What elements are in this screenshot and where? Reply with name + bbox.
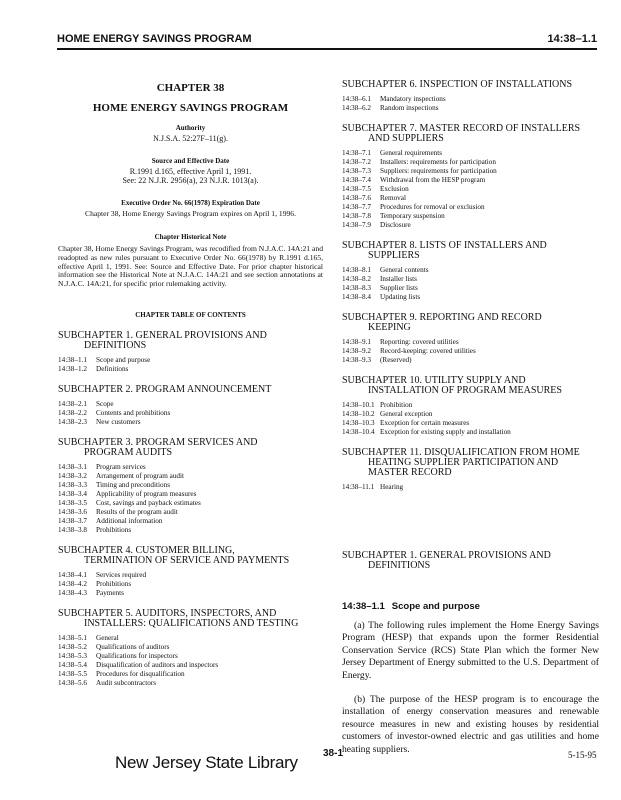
toc-entry-number: 14:38–3.6 [58, 507, 87, 516]
toc-entry [342, 338, 599, 347]
authority-text: N.J.S.A. 52:27F–11(g). [153, 134, 228, 143]
running-header [57, 32, 597, 50]
toc-entry [58, 652, 323, 661]
toc-entry-number: 14:38–6.1 [342, 95, 371, 103]
toc-subchapter [342, 124, 599, 230]
table-of-contents [58, 331, 323, 688]
toc-entry [58, 589, 323, 598]
toc-entry-number: 14:38–3.1 [58, 462, 87, 471]
toc-entry-label: Payments [96, 588, 124, 597]
toc-entry-label: Installers: requirements for participation [380, 158, 496, 166]
toc-entry-number: 14:38–6.2 [342, 104, 371, 112]
toc-entry-label: Exception for existing supply and installation [380, 428, 511, 436]
toc-subchapter-title [58, 609, 323, 629]
toc-subchapter [58, 609, 323, 688]
toc-entry-label: Cost, savings and payback estimates [96, 498, 201, 507]
toc-entry-label: General [96, 633, 119, 642]
toc-entry [342, 356, 599, 365]
toc-section-list [58, 356, 323, 374]
header-title: HOME ENERGY SAVINGS PROGRAM [57, 33, 252, 45]
toc-section-list [342, 401, 599, 437]
toc-subchapter-title-text: SUBCHAPTER 11. DISQUALIFICATION FROM HOME [342, 447, 580, 458]
toc-entry-number: 14:38–1.1 [58, 355, 87, 364]
toc-entry-number: 14:38–7.2 [342, 158, 371, 166]
toc-subchapter-title-cont: TERMINATION OF SERVICE AND PAYMENTS [84, 554, 290, 566]
toc-subchapter-title [342, 80, 599, 90]
toc-section-list [342, 338, 599, 365]
toc-entry-number: 14:38–5.1 [58, 633, 87, 642]
section-name: Scope and purpose [391, 601, 480, 612]
toc-entry [58, 643, 323, 652]
toc-entry [342, 149, 599, 158]
toc-entry [58, 580, 323, 589]
toc-entry-number: 14:38–10.3 [342, 419, 375, 427]
toc-entry-label: Mandatory inspections [380, 95, 446, 103]
toc-entry [58, 463, 323, 472]
toc-entry-number: 14:38–10.1 [342, 401, 375, 409]
body-subchapter-heading [342, 551, 599, 571]
toc-entry-label: Applicability of program measures [96, 489, 197, 498]
toc-entry-number: 14:38–11.1 [342, 483, 375, 491]
exec-order-heading: Executive Order No. 66(1978) Expiration Date [121, 199, 260, 207]
toc-entry [342, 419, 599, 428]
toc-section-list [342, 95, 599, 113]
toc-subchapter [58, 438, 323, 535]
authority-heading: Authority [175, 124, 206, 132]
toc-entry-label: Removal [380, 194, 406, 202]
toc-entry-label: Reporting: covered utilities [380, 338, 459, 346]
toc-subchapter [58, 385, 323, 427]
toc-subchapter-title-cont: SUPPLIERS [368, 250, 420, 261]
paragraph-b: (b) The purpose of the HESP program is to encourage the installation of energy conservation measures and renewable resource measures in new and existing houses by residential customers of investor-owned electric and gas utilities and home heating suppliers. [342, 694, 599, 755]
toc-entry-label: Results of the program audit [96, 507, 178, 516]
library-watermark: New Jersey State Library [115, 753, 298, 772]
body-subchapter-title-cont: DEFINITIONS [368, 560, 431, 571]
toc-section-list [58, 571, 323, 598]
toc-subchapter-title [58, 438, 323, 458]
toc-entry-label: General requirements [380, 149, 443, 157]
toc-entry-number: 14:38–9.2 [342, 347, 371, 355]
source-text-1: R.1991 d.165, effective April 1, 1991. [129, 167, 252, 176]
toc-subchapter-title [342, 448, 599, 478]
toc-entry [58, 481, 323, 490]
toc-entry-number: 14:38–3.5 [58, 498, 87, 507]
section-body [342, 596, 599, 756]
toc-subchapter-title-cont: PROGRAM AUDITS [84, 446, 173, 458]
toc-subchapter [342, 376, 599, 437]
body-subchapter-title: SUBCHAPTER 1. GENERAL PROVISIONS AND [342, 550, 551, 561]
toc-entry-number: 14:38–2.2 [58, 408, 87, 417]
toc-entry [58, 356, 323, 365]
toc-entry-number: 14:38–5.5 [58, 669, 87, 678]
toc-entry-number: 14:38–9.1 [342, 338, 371, 346]
chapter-number: CHAPTER 38 [156, 82, 225, 94]
toc-entry-label: Contents and prohibitions [96, 408, 171, 417]
toc-entry-number: 14:38–4.3 [58, 588, 87, 597]
toc-entry [58, 517, 323, 526]
toc-subchapter-title-text: SUBCHAPTER 3. PROGRAM SERVICES AND [58, 436, 258, 448]
page-date: 5-15-95 [568, 750, 597, 760]
toc-entry [342, 347, 599, 356]
toc-section-list [58, 634, 323, 688]
toc-entry-label: Prohibitions [96, 579, 132, 588]
toc-entry [342, 203, 599, 212]
toc-entry [58, 418, 323, 427]
toc-subchapter-title [342, 124, 599, 144]
toc-entry-number: 14:38–8.2 [342, 275, 371, 283]
toc-entry [342, 266, 599, 275]
toc-section-list [58, 400, 323, 427]
toc-entry-number: 14:38–3.8 [58, 525, 87, 534]
toc-subchapter-title-text: SUBCHAPTER 7. MASTER RECORD OF INSTALLERS [342, 123, 581, 134]
toc-entry-number: 14:38–7.4 [342, 176, 371, 184]
toc-entry-label: Services required [96, 570, 147, 579]
toc-subchapter-title-text: SUBCHAPTER 9. REPORTING AND RECORD [342, 312, 542, 323]
toc-entry-number: 14:38–4.1 [58, 570, 87, 579]
toc-entry-number: 14:38–7.5 [342, 185, 371, 193]
toc-entry-number: 14:38–5.6 [58, 678, 87, 687]
toc-entry-label: Prohibitions [96, 525, 132, 534]
toc-entry [58, 508, 323, 517]
toc-entry [342, 428, 599, 437]
toc-entry [58, 499, 323, 508]
toc-entry-label: Random inspections [380, 104, 439, 112]
toc-entry-number: 14:38–7.1 [342, 149, 371, 157]
toc-entry-label: General exception [380, 410, 433, 418]
toc-entry [58, 526, 323, 535]
toc-entry-number: 14:38–5.3 [58, 651, 87, 660]
toc-section-list [58, 463, 323, 535]
toc-entry [342, 158, 599, 167]
toc-entry-number: 14:38–2.3 [58, 417, 87, 426]
toc-entry-number: 14:38–9.3 [342, 356, 371, 364]
toc-entry [58, 679, 323, 688]
toc-subchapter-title-text: SUBCHAPTER 1. GENERAL PROVISIONS AND [58, 329, 267, 341]
toc-entry-number: 14:38–3.7 [58, 516, 87, 525]
toc-section-list [342, 149, 599, 230]
toc-entry-number: 14:38–7.6 [342, 194, 371, 202]
toc-entry [58, 400, 323, 409]
toc-entry-label: Exception for certain measures [380, 419, 470, 427]
toc-entry [342, 410, 599, 419]
toc-entry-number: 14:38–7.3 [342, 167, 371, 175]
toc-entry-label: Scope and purpose [96, 355, 151, 364]
historical-note-text: Chapter 38, Home Energy Savings Program, was recodified from N.J.A.C. 14A:21 and readopted as new rules pursuant to Executive Order No. 66(1978) by R.1991 d.165, effective April 1, 1991. See: Source and Effective Date. For prior chapter historical information see the Historical Note at N.J.A.C. 14A:21 and see section annotations at N.J.A.C. 14A:21, for specific prior rulemaking activity. [58, 244, 323, 289]
toc-subchapter [342, 313, 599, 365]
toc-entry-label: Qualifications for inspectors [96, 651, 178, 660]
toc-entry-number: 14:38–10.4 [342, 428, 375, 436]
historical-note-heading: Chapter Historical Note [154, 233, 227, 241]
toc-entry-label: Temporary suspension [380, 212, 445, 220]
toc-entry-label: Installer lists [380, 275, 417, 283]
toc-entry [58, 409, 323, 418]
toc-entry [58, 571, 323, 580]
toc-subchapter-title-text: SUBCHAPTER 5. AUDITORS, INSPECTORS, AND [58, 607, 277, 619]
toc-subchapter-title-cont: HEATING SUPPLIER PARTICIPATION AND MASTER RECORD [368, 457, 559, 478]
section-number: 14:38–1.1 [342, 601, 385, 612]
toc-subchapter-title [58, 385, 323, 395]
toc-subchapter-title-cont: KEEPING [368, 322, 411, 333]
toc-subchapter-title-text: SUBCHAPTER 8. LISTS OF INSTALLERS AND [342, 240, 547, 251]
toc-entry-number: 14:38–4.2 [58, 579, 87, 588]
toc-entry-number: 14:38–2.1 [58, 399, 87, 408]
toc-entry-label: Hearing [380, 483, 404, 491]
toc-entry-number: 14:38–5.4 [58, 660, 87, 669]
toc-entry [342, 176, 599, 185]
toc-subchapter [342, 80, 599, 113]
toc-entry [342, 194, 599, 203]
toc-subchapter-title-text: SUBCHAPTER 6. INSPECTION OF INSTALLATIONS [342, 79, 573, 90]
toc-entry [342, 221, 599, 230]
toc-entry-label: General contents [380, 266, 429, 274]
toc-entry-label: Procedures for removal or exclusion [380, 203, 485, 211]
chapter-title: HOME ENERGY SAVINGS PROGRAM [92, 102, 289, 114]
toc-entry [58, 490, 323, 499]
toc-entry [58, 365, 323, 374]
toc-subchapter-title-text: SUBCHAPTER 4. CUSTOMER BILLING, [58, 544, 235, 556]
toc-entry [342, 185, 599, 194]
toc-entry [342, 104, 599, 113]
toc-entry-label: Program services [96, 462, 146, 471]
toc-entry-number: 14:38–7.9 [342, 221, 371, 229]
toc-entry [58, 472, 323, 481]
toc-subchapter-title [342, 313, 599, 333]
toc-entry-label: Scope [96, 399, 114, 408]
toc-entry-label: Audit subcontractors [96, 678, 157, 687]
toc-entry-label: Exclusion [380, 185, 409, 193]
toc-entry [342, 167, 599, 176]
toc-entry [342, 95, 599, 104]
toc-subchapter [342, 241, 599, 302]
toc-entry-number: 14:38–5.2 [58, 642, 87, 651]
toc-entry-number: 14:38–3.4 [58, 489, 87, 498]
toc-entry-label: Qualifications of auditors [96, 642, 170, 651]
source-text-2: See: 22 N.J.R. 2956(a), 23 N.J.R. 1013(a). [122, 176, 259, 185]
toc-entry-label: Record-keeping: covered utilities [380, 347, 476, 355]
source-heading: Source and Effective Date [151, 157, 230, 165]
toc-subchapter-title-text: SUBCHAPTER 10. UTILITY SUPPLY AND [342, 375, 526, 386]
toc-entry [58, 634, 323, 643]
toc-subchapter-title-cont: INSTALLATION OF PROGRAM MEASURES [368, 385, 562, 396]
toc-entry-label: Arrangement of program audit [96, 471, 185, 480]
toc-subchapter [58, 546, 323, 598]
page-number: 38-1 [323, 748, 344, 759]
toc-subchapter-title [58, 546, 323, 566]
toc-subchapter-title [342, 376, 599, 396]
toc-heading: CHAPTER TABLE OF CONTENTS [135, 310, 246, 319]
paragraph-a: (a) The following rules implement the Home Energy Savings Program (HESP) that expands upon the former Residential Conservation Service (RCS) State Plan which the former New Jersey Department of Energy submitted to the U.S. Department of Energy. [342, 620, 599, 681]
toc-entry-label: Disqualification of auditors and inspectors [96, 660, 219, 669]
toc-entry-number: 14:38–7.7 [342, 203, 371, 211]
toc-entry-label: (Reserved) [380, 356, 412, 364]
toc-entry [342, 401, 599, 410]
toc-entry [342, 293, 599, 302]
toc-entry-label: New customers [96, 417, 141, 426]
header-section-number: 14:38–1.1 [547, 33, 597, 45]
toc-entry [342, 212, 599, 221]
toc-entry [58, 661, 323, 670]
toc-entry-label: Updating lists [380, 293, 421, 301]
toc-entry-label: Supplier lists [380, 284, 418, 292]
exec-order-text: Chapter 38, Home Energy Savings Program expires on April 1, 1996. [85, 209, 296, 218]
toc-entry-number: 14:38–8.1 [342, 266, 371, 274]
toc-entry-label: Additional information [96, 516, 163, 525]
toc-subchapter-title-text: SUBCHAPTER 2. PROGRAM ANNOUNCEMENT [58, 383, 272, 395]
toc-entry-label: Procedures for disqualification [96, 669, 185, 678]
toc-subchapter [58, 331, 323, 374]
toc-entry-label: Withdrawal from the HESP program [380, 176, 486, 184]
toc-entry-label: Timing and preconditions [96, 480, 171, 489]
toc-subchapter-title [342, 241, 599, 261]
toc-subchapter-title-cont: AND SUPPLIERS [368, 133, 444, 144]
toc-entry-number: 14:38–3.3 [58, 480, 87, 489]
toc-entry-number: 14:38–8.3 [342, 284, 371, 292]
toc-entry [342, 483, 599, 492]
toc-entry-number: 14:38–8.4 [342, 293, 371, 301]
toc-entry-label: Prohibition [380, 401, 413, 409]
toc-entry-label: Definitions [96, 364, 129, 373]
toc-entry [342, 284, 599, 293]
toc-entry-number: 14:38–7.8 [342, 212, 371, 220]
toc-section-list [342, 483, 599, 492]
toc-section-list [342, 266, 599, 302]
toc-entry [342, 275, 599, 284]
toc-entry-label: Suppliers: requirements for participation [380, 167, 497, 175]
left-column [58, 80, 323, 688]
toc-entry-label: Disclosure [380, 221, 411, 229]
toc-entry-number: 14:38–10.2 [342, 410, 375, 418]
toc-subchapter-title-cont: INSTALLERS: QUALIFICATIONS AND TESTING [84, 617, 299, 629]
toc-entry-number: 14:38–3.2 [58, 471, 87, 480]
toc-entry [58, 670, 323, 679]
toc-subchapter [342, 448, 599, 492]
toc-subchapter-title-cont: DEFINITIONS [84, 339, 147, 351]
toc-entry-number: 14:38–1.2 [58, 364, 87, 373]
toc-subchapter-title [58, 331, 323, 351]
table-of-contents-continued [342, 80, 599, 492]
